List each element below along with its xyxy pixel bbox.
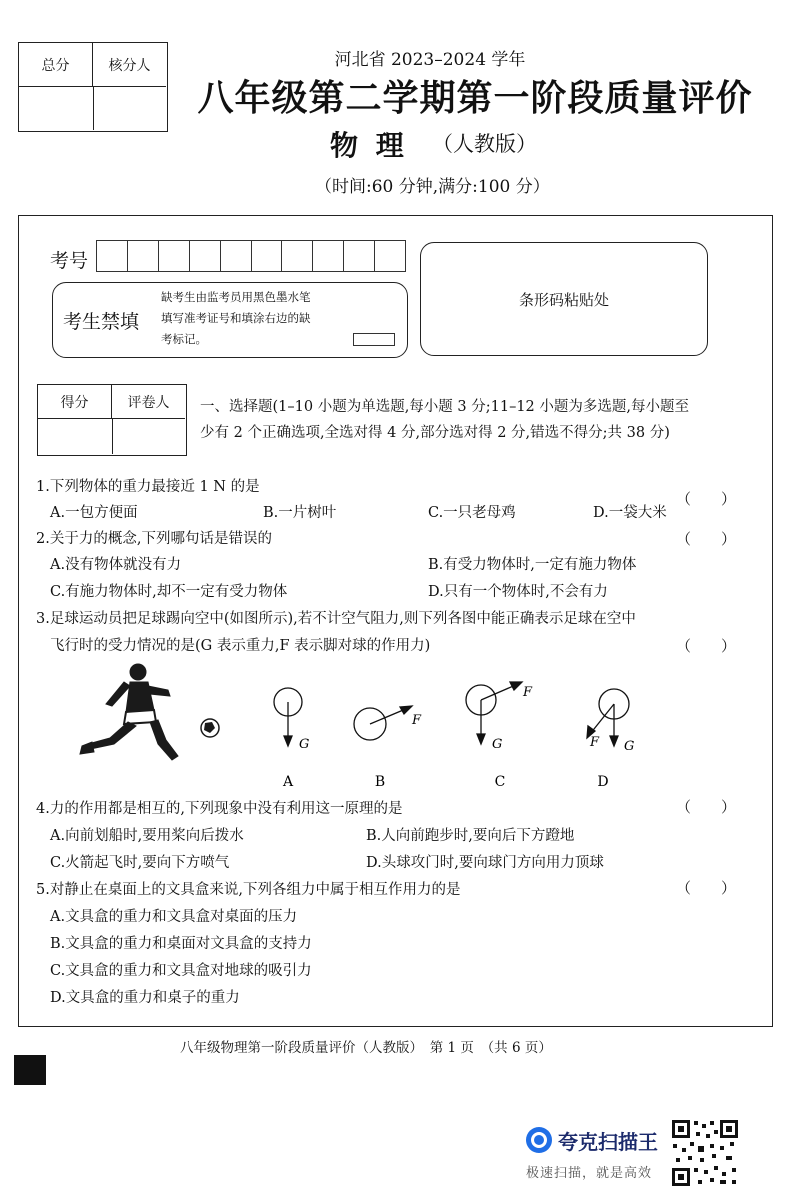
section-score-table (37, 384, 187, 456)
registration-mark (14, 1055, 46, 1085)
candidate-notice-box (52, 282, 408, 358)
exam-title: 八年级第二学期第一阶段质量评价 (197, 77, 753, 119)
diagram-c-g-label: G (492, 737, 503, 752)
barcode-label: 条形码粘贴处 (518, 290, 609, 309)
question-4-option-d[interactable]: D.头球攻门时,要向球门方向用力顶球 (366, 855, 604, 871)
subject-title: 物 理 (330, 129, 408, 162)
question-1-option-b[interactable]: B.一片树叶 (263, 505, 337, 521)
notice-line-2: 填写准考证号和填涂右边的缺 (161, 311, 311, 325)
question-4-answer-paren[interactable]: （ ） (676, 798, 737, 816)
question-4-option-b[interactable]: B.人向前跑步时,要向后下方蹬地 (366, 828, 575, 844)
question-5-option-b[interactable]: B.文具盒的重力和桌面对文具盒的支持力 (50, 936, 312, 952)
diagram-c-f-label: F (523, 685, 533, 700)
diagram-label-d[interactable]: D (597, 774, 609, 790)
qr-code-icon (670, 1118, 740, 1188)
question-1-option-c[interactable]: C.一只老母鸡 (428, 505, 516, 521)
question-5-option-d[interactable]: D.文具盒的重力和桌子的重力 (50, 990, 240, 1006)
question-1-stem: 1.下列物体的重力最接近 1 N 的是 (36, 479, 260, 495)
section-instruction-line-2: 少有 2 个正确选项,全选对得 4 分,部分选对得 2 分,错选不得分;共 38 分) (200, 425, 670, 441)
question-5-answer-paren[interactable]: （ ） (676, 879, 737, 897)
section-score-cell[interactable] (38, 419, 113, 454)
exam-number-boxes[interactable] (96, 240, 406, 272)
diagram-b (354, 706, 412, 740)
question-3-stem-line-2: 飞行时的受力情况的是(G 表示重力,F 表示脚对球的作用力) (50, 638, 431, 654)
question-1-option-d[interactable]: D.一袋大米 (593, 505, 667, 521)
question-2-option-a[interactable]: A.没有物体就没有力 (50, 557, 182, 573)
section-score-label: 得分 (38, 385, 112, 419)
total-score-cell[interactable] (19, 87, 94, 130)
total-score-table (18, 42, 168, 132)
edition-label: （人教版） (432, 132, 537, 156)
question-2-option-d[interactable]: D.只有一个物体时,不会有力 (428, 584, 608, 600)
total-score-label: 总分 (19, 43, 93, 87)
question-3-answer-paren[interactable]: （ ） (676, 637, 737, 655)
notice-label: 考生禁填 (63, 311, 140, 333)
diagram-d-g-label: G (624, 739, 635, 754)
diagram-a-g-label: G (299, 737, 310, 752)
grader-cell[interactable] (112, 419, 185, 454)
section-instruction-line-1: 一、选择题(1–10 小题为单选题,每小题 3 分;11–12 小题为多选题,每小题至 (200, 399, 689, 415)
question-1-answer-paren[interactable]: （ ） (676, 490, 737, 508)
question-4-stem: 4.力的作用都是相互的,下列现象中没有利用这一原理的是 (36, 801, 403, 817)
scanner-slogan: 极速扫描，就是高效 (526, 1166, 653, 1181)
exam-number-label: 考号 (50, 250, 89, 272)
question-5-option-c[interactable]: C.文具盒的重力和文具盒对地球的吸引力 (50, 963, 312, 979)
scanner-brand: 夸克扫描王 (558, 1130, 658, 1154)
question-5-stem: 5.对静止在桌面上的文具盒来说,下列各组力中属于相互作用力的是 (36, 882, 461, 898)
question-1-option-a[interactable]: A.一包方便面 (50, 505, 138, 521)
diagram-a (274, 688, 302, 746)
scanner-logo-icon (526, 1127, 552, 1153)
notice-line-3: 考标记。 (161, 332, 207, 346)
diagram-label-c[interactable]: C (494, 774, 506, 790)
soccer-player-illustration (80, 664, 178, 760)
barcode-area (420, 242, 708, 356)
page-footer: 八年级物理第一阶段质量评价（人教版） 第 1 页 （共 6 页） (180, 1040, 552, 1056)
question-4-option-a[interactable]: A.向前划船时,要用桨向后拨水 (50, 828, 244, 844)
checker-cell[interactable] (93, 87, 166, 130)
question-5-option-a[interactable]: A.文具盒的重力和文具盒对桌面的压力 (50, 909, 298, 925)
grader-label: 评卷人 (112, 385, 185, 419)
diagram-label-a[interactable]: A (282, 774, 294, 790)
time-info: （时间:60 分钟,满分:100 分） (315, 177, 550, 197)
question-2-stem: 2.关于力的概念,下列哪句话是错误的 (36, 531, 272, 547)
exam-subtitle: 河北省 2023–2024 学年 (334, 50, 526, 70)
question-2-option-b[interactable]: B.有受力物体时,一定有施力物体 (428, 557, 637, 573)
absent-mark-box[interactable] (353, 333, 395, 346)
question-3-stem-line-1: 3.足球运动员把足球踢向空中(如图所示),若不计空气阻力,则下列各图中能正确表示足球在空中 (36, 611, 636, 627)
diagram-label-b[interactable]: B (374, 774, 386, 790)
diagram-d-f-label: F (590, 735, 600, 750)
question-2-answer-paren[interactable]: （ ） (676, 530, 737, 548)
soccer-ball-icon (201, 719, 219, 737)
question-2-option-c[interactable]: C.有施力物体时,却不一定有受力物体 (50, 584, 288, 600)
scanner-watermark (520, 1122, 780, 1188)
checker-label: 核分人 (93, 43, 166, 87)
diagram-b-f-label: F (412, 713, 422, 728)
question-3-figure (60, 660, 660, 800)
question-4-option-c[interactable]: C.火箭起飞时,要向下方喷气 (50, 855, 230, 871)
diagram-c (466, 682, 522, 744)
notice-line-1: 缺考生由监考员用黑色墨水笔 (161, 290, 311, 304)
